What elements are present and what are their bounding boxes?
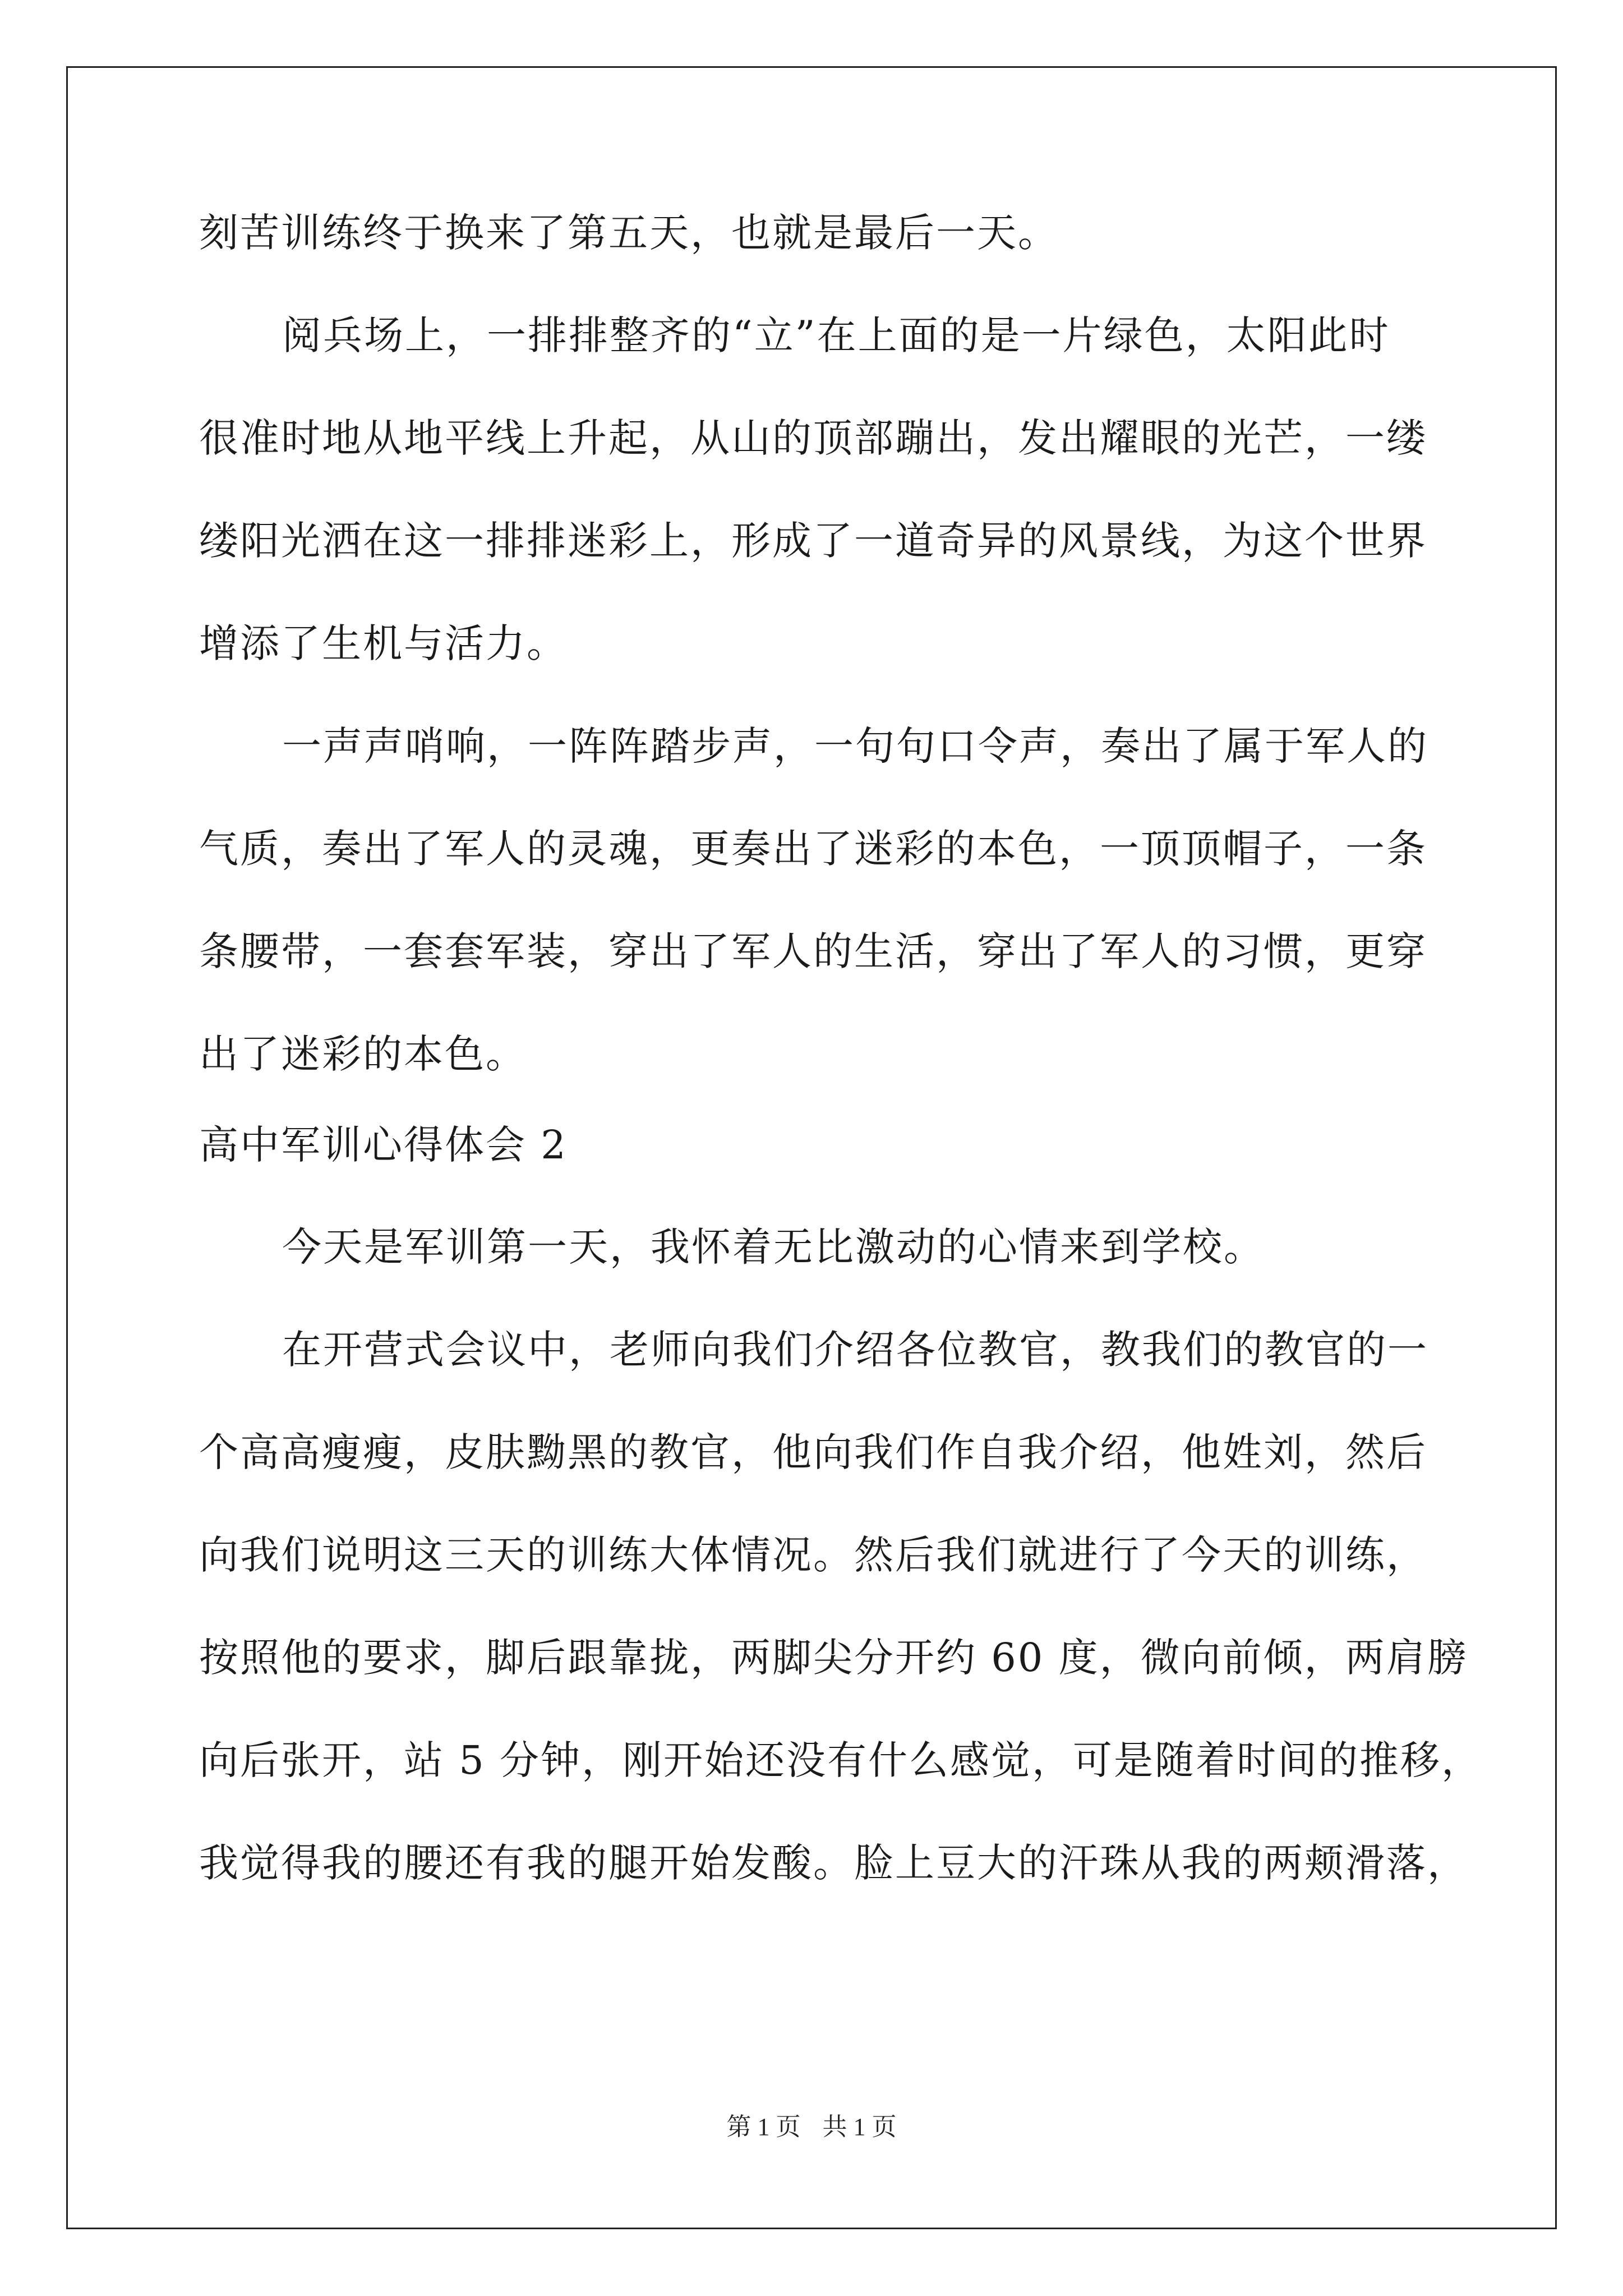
paragraph-line: 缕阳光洒在这一排排迷彩上，形成了一道奇异的风景线，为这个世界	[199, 518, 1427, 564]
paragraph-line: 条腰带，一套套军装，穿出了军人的生活，穿出了军人的习惯，更穿	[199, 928, 1427, 974]
paragraph-line: 一声声哨响，一阵阵踏步声，一句句口令声，奏出了属于军人的	[282, 723, 1428, 769]
paragraph-line: 增添了生机与活力。	[199, 620, 568, 666]
page-footer	[0, 2106, 1623, 2142]
paragraph-line: 向我们说明这三天的训练大体情况。然后我们就进行了今天的训练，	[199, 1532, 1427, 1578]
page-number: 第 1 页	[726, 2113, 801, 2141]
section-heading: 高中军训心得体会 2	[199, 1122, 568, 1168]
page-total: 共 1 页	[822, 2113, 897, 2141]
paragraph-line: 阅兵场上，一排排整齐的“立”在上面的是一片绿色，太阳此时	[282, 312, 1390, 358]
paragraph-line: 气质，奏出了军人的灵魂，更奏出了迷彩的本色，一顶顶帽子，一条	[199, 826, 1427, 872]
paragraph-line: 很准时地从地平线上升起，从山的顶部蹦出，发出耀眼的光芒，一缕	[199, 415, 1427, 461]
paragraph-line: 出了迷彩的本色。	[199, 1031, 527, 1077]
paragraph-line: 刻苦训练终于换来了第五天，也就是最后一天。	[199, 210, 1059, 256]
paragraph-line: 今天是军训第一天，我怀着无比激动的心情来到学校。	[282, 1224, 1265, 1270]
paragraph-line: 按照他的要求，脚后跟靠拢，两脚尖分开约 60 度，微向前倾，两肩膀	[199, 1635, 1468, 1681]
paragraph-line: 个高高瘦瘦，皮肤黝黑的教官，他向我们作自我介绍，他姓刘，然后	[199, 1429, 1427, 1475]
paragraph-line: 向后张开，站 5 分钟，刚开始还没有什么感觉，可是随着时间的推移，	[199, 1737, 1483, 1783]
paragraph-line: 我觉得我的腰还有我的腿开始发酸。脸上豆大的汗珠从我的两颊滑落，	[199, 1840, 1468, 1886]
paragraph-line: 在开营式会议中，老师向我们介绍各位教官，教我们的教官的一	[282, 1327, 1428, 1373]
